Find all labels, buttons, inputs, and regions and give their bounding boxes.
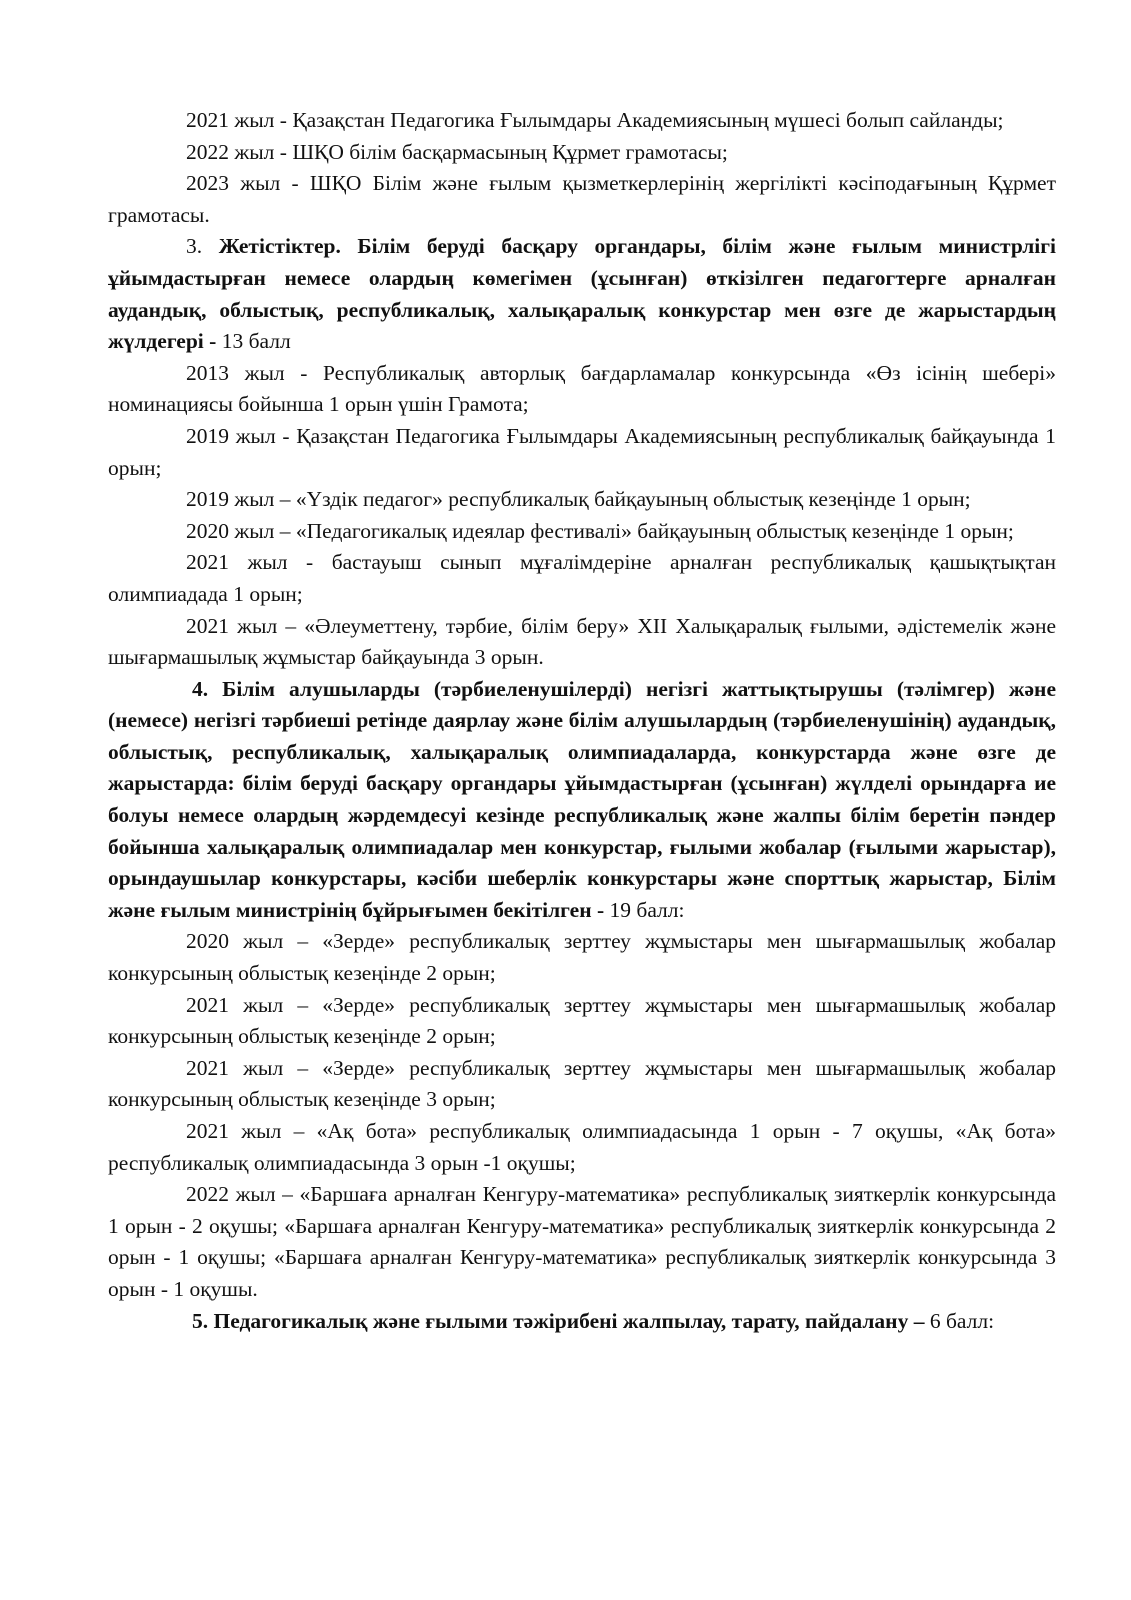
paragraph-2022-grant: 2022 жыл - ШҚО білім басқармасының Құрмет грамотасы;: [186, 139, 728, 164]
section-3-heading: [108, 231, 1056, 357]
paragraph-2019-academy: 2019 жыл - Қазақстан Педагогика Ғылымдары Академиясының республикалық байқауында 1 орын;: [108, 423, 1056, 480]
paragraph-2021-international: 2021 жыл – «Әлеуметтену, тәрбие, білім беру» XII Халықаралық ғылыми, әдістемелік және шығармашылық жұмыстар байқауында 3 орын.: [108, 613, 1056, 670]
section-5-title: 5. Педагогикалық және ғылыми тәжірибені жалпылау, тарату, пайдалану –: [192, 1308, 925, 1333]
section-3-title: Жетістіктер. Білім беруді басқару органдары, білім және ғылым министрлігі ұйымдастырған немесе олардың көмегімен (ұсынған) өткізілген педагогтерге арналған аудандық, облыстық, республикалық, халықаралық конкурстар мен өзге де жарыстардың жүлдегері -: [108, 234, 1057, 354]
section-5-score: 6 балл:: [924, 1308, 995, 1333]
section-3-number: 3.: [186, 234, 203, 259]
document-page: [108, 105, 1056, 1337]
paragraph-2021-zerde-2: 2021 жыл – «Зерде» республикалық зерттеу жұмыстары мен шығармашылық жобалар конкурсының облыстық кезеңінде 2 орын;: [108, 992, 1056, 1049]
paragraph-2023-grant: 2023 жыл - ШҚО Білім және ғылым қызметкерлерінің жергілікті кәсіподағының Құрмет грамотасы.: [108, 171, 1056, 227]
section-5-heading: [108, 1306, 1056, 1338]
paragraph-2021-olympiad: 2021 жыл - бастауыш сынып мұғалімдеріне арналған республикалық қашықтықтан олимпиадада 1 орын;: [108, 550, 1056, 606]
paragraph-2019-best-teacher: 2019 жыл – «Үздік педагог» республикалық байқауының облыстық кезеңінде 1 орын;: [186, 487, 971, 512]
paragraph-2021-zerde-3: 2021 жыл – «Зерде» республикалық зерттеу жұмыстары мен шығармашылық жобалар конкурсының облыстық кезеңінде 3 орын;: [108, 1055, 1056, 1112]
paragraph-2020-zerde: 2020 жыл – «Зерде» республикалық зерттеу жұмыстары мен шығармашылық жобалар конкурсының облыстық кезеңінде 2 орын;: [108, 929, 1056, 986]
paragraph-2021-ak-bota: 2021 жыл – «Ақ бота» республикалық олимпиадасында 1 орын - 7 оқушы, «Ақ бота» республикалық олимпиадасында 3 орын -1 оқушы;: [108, 1119, 1056, 1175]
paragraph-2020-festival: 2020 жыл – «Педагогикалық идеялар фестивалі» байқауының облыстық кезеңінде 1 орын;: [186, 518, 1014, 543]
section-4-score: 19 балл:: [604, 897, 685, 922]
section-4-title: 4. Білім алушыларды (тәрбиеленушілерді) негізгі жаттықтырушы (тәлімгер) және (немесе) негізгі тәрбиеші ретінде даярлау және білім алушылардың (тәрбиеленушінің) аудандық, облыстық, республикалық, халықаралық олимпиадаларда, конкурстарда және өзге де жарыстарда: білім беруді басқару органдары ұйымдастырған (ұсынған) жүлделі орындарға ие болуы немесе олардың жәрдемдесуі кезінде республикалық және жалпы білім беретін пәндер бойынша халықаралық олимпиадалар мен конкурстар, ғылыми жобалар (ғылыми жарыстар), орындаушылар конкурстары, кәсіби шеберлік конкурстары және спорттық жарыстар, Білім және ғылым министрінің бұйрығымен бекітілген -: [108, 676, 1056, 922]
paragraph-2021-academy: 2021 жыл - Қазақстан Педагогика Ғылымдары Академиясының мүшесі болып сайланды;: [186, 108, 1004, 132]
section-4-heading: [108, 674, 1056, 927]
section-3-score: 13 балл: [216, 329, 291, 354]
paragraph-2022-kangaroo: 2022 жыл – «Баршаға арналған Кенгуру-математика» республикалық зияткерлік конкурсында 1 орын - 2 оқушы; «Баршаға арналған Кенгуру-математика» республикалық зияткерлік конкурсында 2 орын - 1 оқушы; «Баршаға арналған Кенгуру-математика» республикалық зияткерлік конкурсында 3 орын - 1 оқушы.: [108, 1182, 1056, 1301]
paragraph-2013-award: 2013 жыл - Республикалық авторлық бағдарламалар конкурсында «Өз ісінің шебері» номинациясы бойынша 1 орын үшін Грамота;: [108, 360, 1056, 417]
